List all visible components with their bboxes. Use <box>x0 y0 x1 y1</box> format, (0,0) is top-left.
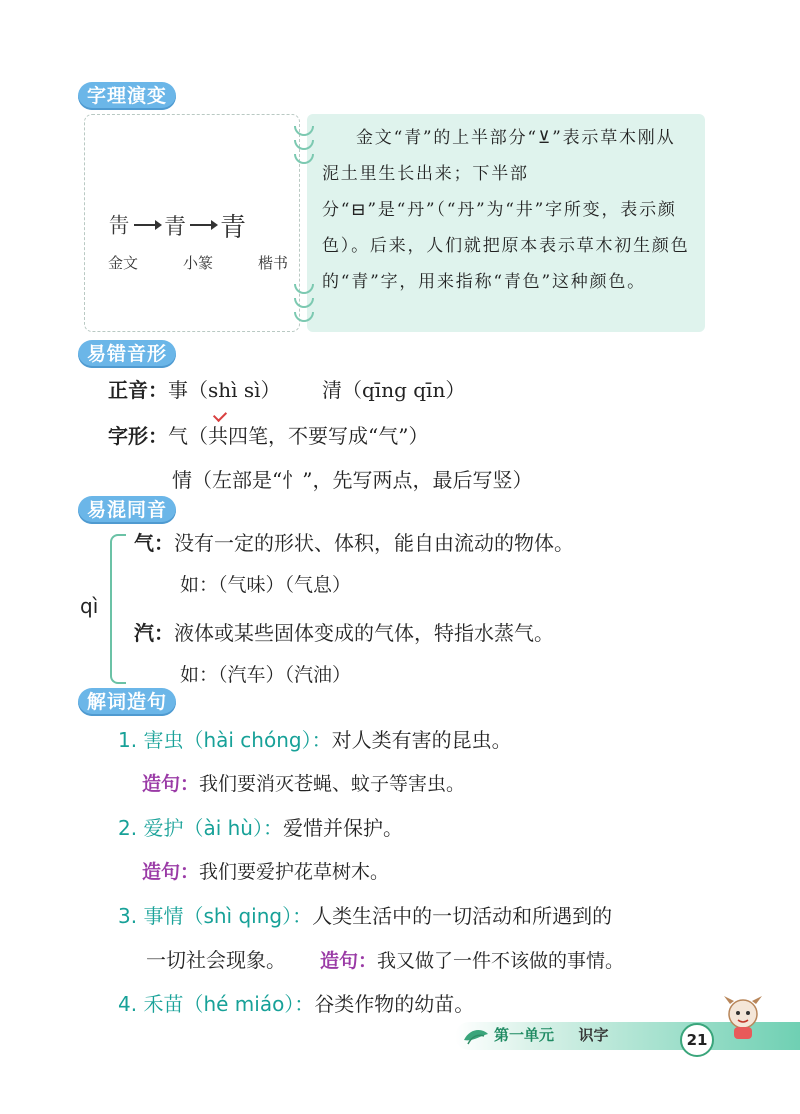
glyph-jinwen: 𤯞 <box>108 213 131 239</box>
sentence-label-3: 造句： <box>320 950 378 972</box>
shape-line-1 <box>108 420 428 449</box>
homophone-def-1-text: 没有一定的形状、体积，能自由流动的物体。 <box>174 531 574 555</box>
word-head-1: 1. 害虫（hài chóng）： <box>118 728 332 752</box>
homophone-bracket <box>110 534 126 684</box>
glyph-labels <box>108 252 288 273</box>
shape-item-2: 情（左部是“忄”，先写两点，最后写竖） <box>172 468 533 492</box>
word-item-2 <box>118 812 403 841</box>
note-text: 金文“青”的上半部分“⊻”表示草木刚从泥土里生长出来；下半部分“⊟”是“丹”（“丹”为“井”字所变，表示颜色）。后来，人们就把原本表示草木初生颜色的“青”字，用来指称“青色”这种颜色。 <box>322 128 690 292</box>
word-def-3-continued: 一切社会现象。 <box>146 948 286 972</box>
section-title-errors: 易错音形 <box>78 340 176 368</box>
word-item-1 <box>118 724 512 753</box>
sentence-label-1: 造句： <box>142 773 200 795</box>
glyph-evolution-row <box>108 208 288 242</box>
glyph-xiaozhuan: 青 <box>164 214 187 240</box>
leaf-icon <box>462 1026 490 1046</box>
word-def-2: 爱惜并保护。 <box>282 816 403 840</box>
footer-topic: 识字 <box>578 1026 609 1044</box>
sentence-text-1: 我们要消灭苍蝇、蚊子等害虫。 <box>199 773 466 795</box>
label-xiaozhuan: 小篆 <box>182 254 213 272</box>
footer-unit: 第一单元 <box>494 1026 555 1044</box>
pronunciation-item-2: 清（qīng qīn） <box>322 378 466 402</box>
glyph-kaishu: 青 <box>220 212 247 243</box>
pronunciation-item-1: 事（shì sì） <box>168 378 281 402</box>
word-head-4: 4. 禾苗（hé miáo）： <box>118 992 315 1016</box>
pronunciation-line <box>108 374 281 403</box>
page-number: 21 <box>680 1023 714 1057</box>
word-item-3-continued <box>146 944 624 973</box>
word-item-3 <box>118 900 612 929</box>
sentence-1 <box>142 769 465 796</box>
mascot-icon <box>718 992 768 1042</box>
word-def-4: 谷类作物的幼苗。 <box>314 992 475 1016</box>
section-title-vocab: 解词造句 <box>78 688 176 716</box>
word-head-3: 3. 事情（shì qing）： <box>118 904 313 928</box>
section-title-homophones: 易混同音 <box>78 496 176 524</box>
word-def-3: 人类生活中的一切活动和所遇到的 <box>312 904 613 928</box>
sentence-text-3: 我又做了一件不该做的事情。 <box>377 950 625 972</box>
homophone-pinyin: qì <box>80 594 99 618</box>
arrow-icon <box>190 224 216 226</box>
homophone-char-2: 汽： <box>134 621 174 645</box>
section-title-evolution: 字理演变 <box>78 82 176 110</box>
sentence-2 <box>142 857 389 884</box>
shape-label: 字形： <box>108 424 168 448</box>
homophone-def-2 <box>134 617 554 646</box>
label-jinwen: 金文 <box>108 254 139 272</box>
label-kaishu: 楷书 <box>257 254 288 272</box>
homophone-def-2-text: 液体或某些固体变成的气体，特指水蒸气。 <box>174 621 554 645</box>
pronunciation-label: 正音： <box>108 378 168 402</box>
shape-item-1: 气（共四笔，不要写成“气”） <box>168 424 429 448</box>
footer-label <box>494 1024 609 1045</box>
sentence-label-2: 造句： <box>142 861 200 883</box>
word-head-2: 2. 爱护（ài hù）： <box>118 816 283 840</box>
homophone-char-1: 气： <box>134 531 174 555</box>
arrow-icon <box>134 224 160 226</box>
sentence-text-2: 我们要爱护花草树木。 <box>199 861 390 883</box>
word-item-4 <box>118 988 474 1017</box>
word-def-1: 对人类有害的昆虫。 <box>331 728 512 752</box>
homophone-example-2: 如：（汽车）（汽油） <box>180 664 352 686</box>
homophone-def-1 <box>134 527 574 556</box>
homophone-example-1: 如：（气味）（气息） <box>180 574 352 596</box>
